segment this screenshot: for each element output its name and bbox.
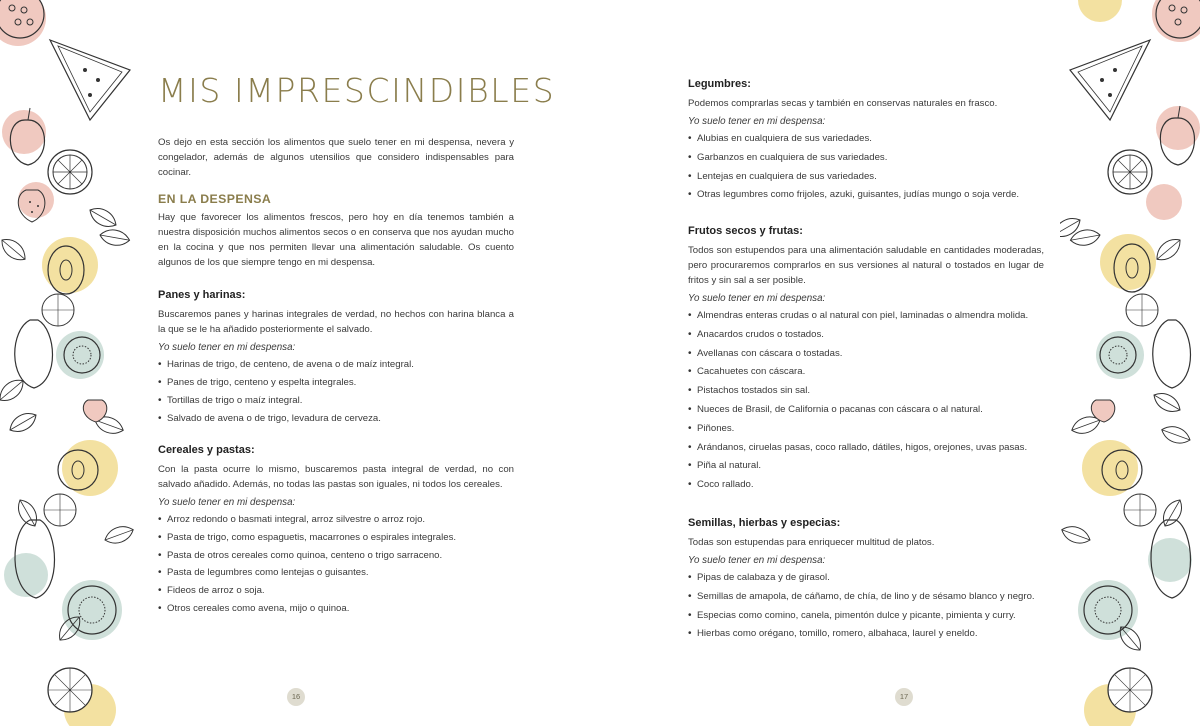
frutos-text: Todos son estupendos para una alimentación saludable en cantidades moderadas, pero procuraremos comprarlos en sus versiones al natural o tostados en lugar de fritos y sin sal a ser posible. xyxy=(688,245,1044,286)
list-item: • Avellanas con cáscara o tostadas. xyxy=(688,345,1044,364)
list-item: • Anacardos crudos o tostados. xyxy=(688,326,1044,345)
panes-block xyxy=(158,288,514,428)
right-fruit-border xyxy=(1060,0,1200,726)
list-item: • Pasta de otros cereales como quinoa, centeno o trigo sarraceno. xyxy=(158,547,514,565)
section-intro-paragraph: Hay que favorecer los alimentos frescos, pero hoy en día tenemos también a nuestra disposición muchos alimentos secos o en conserva que nos ayudan mucho en la cocina y que nos permiten llevar una alimentación saludable. Os cuento algunos de los que siempre tengo en mi despensa. xyxy=(158,212,514,268)
legumbres-block xyxy=(688,77,1044,205)
page-number-left: 16 xyxy=(287,688,305,706)
list-item: • Fideos de arroz o soja. xyxy=(158,582,514,600)
list-item: • Otros cereales como avena, mijo o quinoa. xyxy=(158,600,514,618)
cereales-text: Con la pasta ocurre lo mismo, buscaremos pasta integral de verdad, no con salvado añadido. Además, no todas las pastas son iguales, ni todos los cereales. xyxy=(158,464,514,490)
list-item: • Panes de trigo, centeno y espelta integrales. xyxy=(158,374,514,392)
semillas-block xyxy=(688,516,1044,644)
watermelon-icon xyxy=(50,40,130,120)
list-item: • Piña al natural. xyxy=(688,457,1044,476)
strawberry-icon xyxy=(83,400,106,422)
list-item: • Garbanzos en cualquiera de sus variedades. xyxy=(688,149,1044,168)
cereales-list xyxy=(158,511,514,618)
panes-note: Yo suelo tener en mi despensa: xyxy=(158,342,296,353)
cereales-note: Yo suelo tener en mi despensa: xyxy=(158,497,296,508)
list-item: • Alubias en cualquiera de sus variedades. xyxy=(688,130,1044,149)
list-item: • Nueces de Brasil, de California o pacanas con cáscara o al natural. xyxy=(688,401,1044,420)
semillas-heading: Semillas, hierbas y especias: xyxy=(688,517,841,529)
left-fruit-border xyxy=(0,0,140,726)
legumbres-list xyxy=(688,130,1044,205)
list-item: • Tortillas de trigo o maíz integral. xyxy=(158,392,514,410)
list-item: • Pasta de legumbres como lentejas o guisantes. xyxy=(158,564,514,582)
list-item: • Pistachos tostados sin sal. xyxy=(688,382,1044,401)
cereales-block xyxy=(158,443,514,618)
list-item: • Coco rallado. xyxy=(688,476,1044,495)
section-title: EN LA DESPENSA xyxy=(158,192,272,206)
citrus-slice-icon xyxy=(48,150,92,194)
panes-text: Buscaremos panes y harinas integrales de verdad, no hechos con harina blanca a la que se le ha añadido posteriormente el salvado. xyxy=(158,309,514,335)
list-item: • Salvado de avena o de trigo, levadura de cerveza. xyxy=(158,410,514,428)
list-item: • Pipas de calabaza y de girasol. xyxy=(688,569,1044,588)
panes-heading: Panes y harinas: xyxy=(158,289,246,301)
list-item: • Semillas de amapola, de cáñamo, de chía, de lino y de sésamo blanco y negro. xyxy=(688,588,1044,607)
frutos-block xyxy=(688,224,1044,495)
page-title: MIS IMPRESCINDIBLES xyxy=(158,71,556,110)
list-item: • Arroz redondo o basmati integral, arroz silvestre o arroz rojo. xyxy=(158,511,514,529)
list-item: • Pasta de trigo, como espaguetis, macarrones o espirales integrales. xyxy=(158,529,514,547)
list-item: • Almendras enteras crudas o al natural con piel, laminadas o almendra molida. xyxy=(688,307,1044,326)
frutos-heading: Frutos secos y frutas: xyxy=(688,225,803,237)
legumbres-heading: Legumbres: xyxy=(688,78,751,90)
section-intro-block xyxy=(158,210,514,272)
panes-list xyxy=(158,356,514,428)
list-item: • Otras legumbres como frijoles, azuki, guisantes, judías mungo o soja verde. xyxy=(688,186,1044,205)
semillas-list xyxy=(688,569,1044,644)
list-item: • Harinas de trigo, de centeno, de avena o de maíz integral. xyxy=(158,356,514,374)
list-item: • Hierbas como orégano, tomillo, romero, albahaca, laurel y eneldo. xyxy=(688,625,1044,644)
list-item: • Cacahuetes con cáscara. xyxy=(688,363,1044,382)
list-item: • Lentejas en cualquiera de sus variedades. xyxy=(688,168,1044,187)
citrus-slice-icon xyxy=(1108,150,1152,194)
legumbres-note: Yo suelo tener en mi despensa: xyxy=(688,116,826,127)
frutos-note: Yo suelo tener en mi despensa: xyxy=(688,293,826,304)
list-item: • Piñones. xyxy=(688,420,1044,439)
semillas-note: Yo suelo tener en mi despensa: xyxy=(688,555,826,566)
frutos-list xyxy=(688,307,1044,495)
cereales-heading: Cereales y pastas: xyxy=(158,444,255,456)
legumbres-text: Podemos comprarlas secas y también en conservas naturales en frasco. xyxy=(688,98,998,109)
watermelon-icon xyxy=(1070,40,1150,120)
intro-paragraph: Os dejo en esta sección los alimentos que suelo tener en mi despensa, nevera y congelador, además de algunos utensilios que considero indispensables para cocinar. xyxy=(158,137,514,178)
list-item: • Especias como comino, canela, pimentón dulce y picante, pimienta y curry. xyxy=(688,607,1044,626)
page-number-right: 17 xyxy=(895,688,913,706)
strawberry-icon xyxy=(1091,400,1114,422)
list-item: • Arándanos, ciruelas pasas, coco rallado, dátiles, higos, orejones, uvas pasas. xyxy=(688,439,1044,458)
semillas-text: Todas son estupendas para enriquecer multitud de platos. xyxy=(688,537,935,548)
